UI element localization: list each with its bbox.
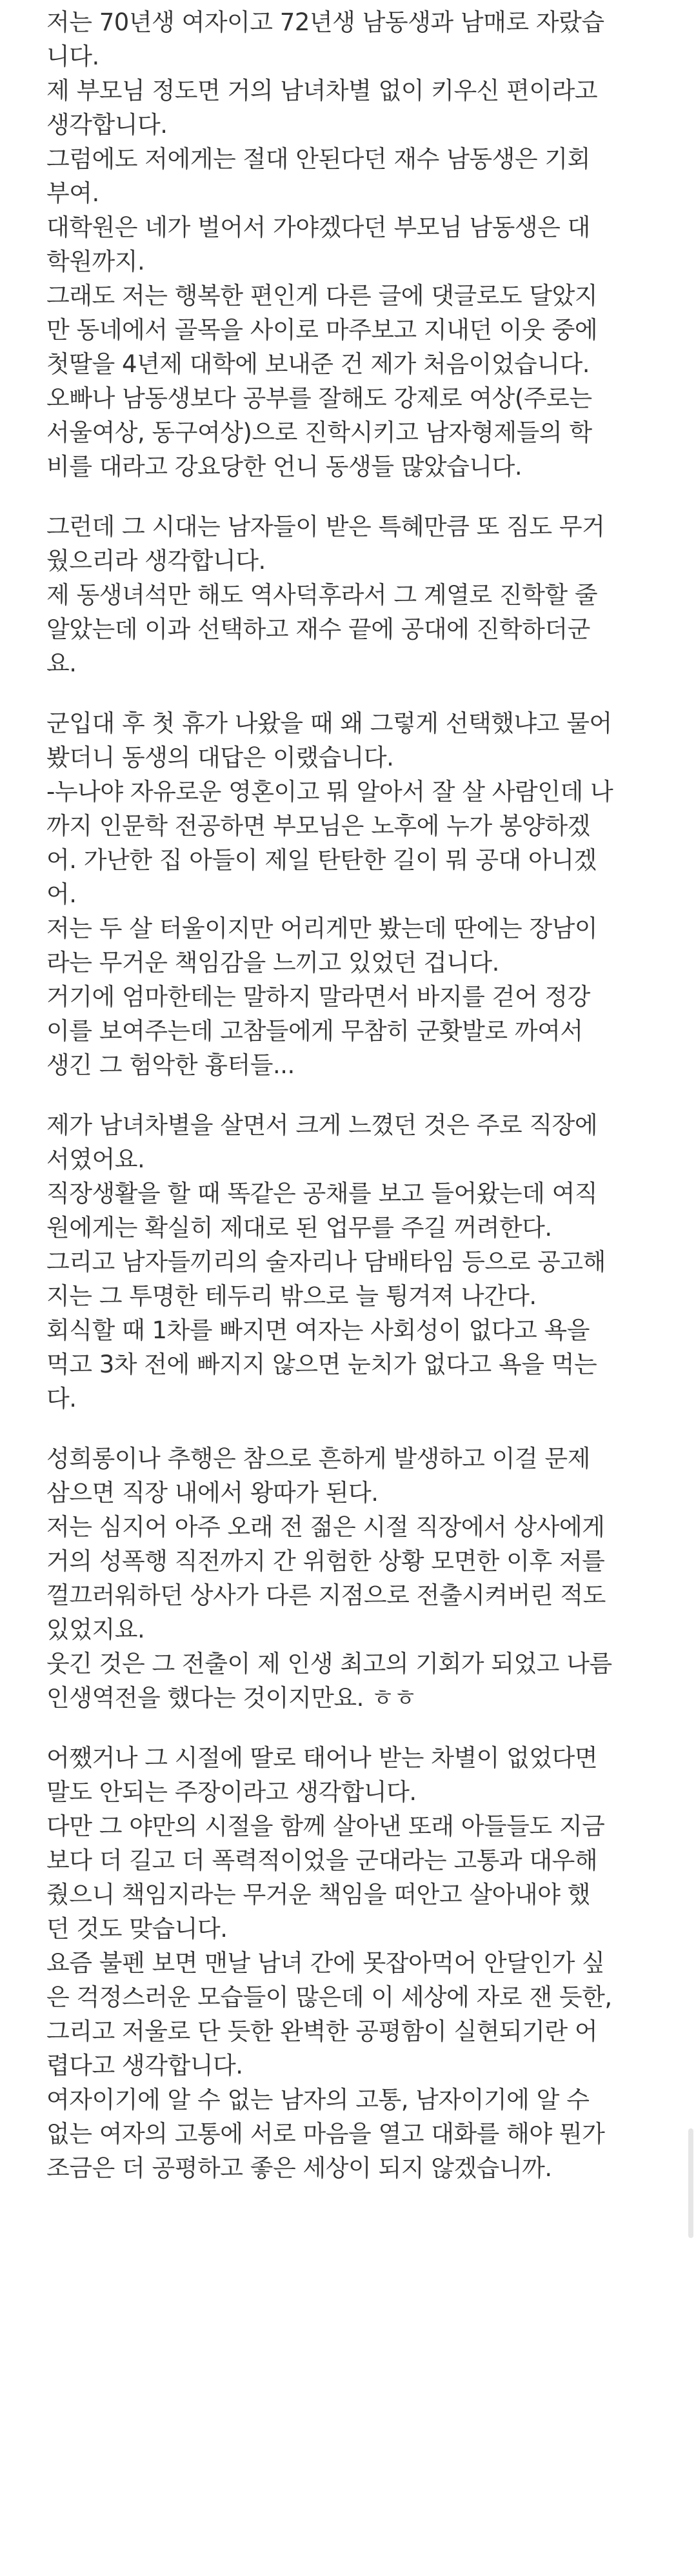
- paragraph-gap: [46, 1416, 666, 1442]
- paragraph: [46, 5, 666, 484]
- text-line: 삼으면 직장 내에서 왕따가 된다.: [46, 1479, 379, 1507]
- text-line: 만 동네에서 골목을 사이로 마주보고 지내던 이웃 중에: [46, 316, 598, 344]
- text-line: 회식할 때 1차를 빠지면 여자는 사회성이 없다고 욕을: [46, 1316, 590, 1344]
- text-line: 조금은 더 공평하고 좋은 세상이 되지 않겠습니까.: [46, 2154, 552, 2182]
- text-line: 거기에 엄마한테는 말하지 말라면서 바지를 걷어 정강: [46, 983, 590, 1011]
- paragraph: [46, 1442, 666, 1715]
- post-body: [46, 5, 666, 2185]
- text-line: 있었지요.: [46, 1616, 145, 1643]
- scrollbar[interactable]: [688, 2128, 693, 2238]
- text-line: 보다 더 길고 더 폭력적이었을 군대라는 고통과 대우해: [46, 1847, 598, 1874]
- text-line: 요즘 불펜 보면 맨날 남녀 간에 못잡아먹어 안달인가 싶: [46, 1949, 605, 1977]
- paragraph: [46, 1741, 666, 2185]
- text-line: 없는 여자의 고통에 서로 마음을 열고 대화를 해야 뭔가: [46, 2120, 605, 2148]
- text-line: 여자이기에 알 수 없는 남자의 고통, 남자이기에 알 수: [46, 2086, 590, 2114]
- text-line: 제 부모님 정도면 거의 남녀차별 없이 키우신 편이라고: [46, 77, 598, 104]
- paragraph-gap: [46, 680, 666, 706]
- paragraph: [46, 706, 666, 1082]
- text-line: 렵다고 생각합니다.: [46, 2052, 243, 2079]
- text-line: 제 동생녀석만 해도 역사덕후라서 그 계열로 진학할 줄: [46, 581, 598, 609]
- text-line: 인생역전을 했다는 것이지만요. ㅎㅎ: [46, 1684, 417, 1712]
- paragraph: [46, 1108, 666, 1416]
- text-line: 이를 보여주는데 고참들에게 무참히 군홧발로 까여서: [46, 1017, 583, 1045]
- text-line: 그리고 저울로 단 듯한 완벽한 공평함이 실현되기란 어: [46, 2017, 598, 2045]
- text-line: 먹고 3차 전에 빠지지 않으면 눈치가 없다고 욕을 먹는: [46, 1351, 597, 1378]
- text-line: 어. 가난한 집 아들이 제일 탄탄한 길이 뭐 공대 아니겠: [46, 846, 597, 874]
- text-line: 그리고 남자들끼리의 술자리나 담배타임 등으로 공고해: [46, 1248, 606, 1276]
- text-line: 저는 70년생 여자이고 72년생 남동생과 남매로 자랐습: [46, 8, 604, 36]
- text-line: 라는 무거운 책임감을 느끼고 있었던 겁니다.: [46, 949, 499, 976]
- text-line: 군입대 후 첫 휴가 나왔을 때 왜 그렇게 선택했냐고 물어: [46, 709, 612, 737]
- text-line: 니다.: [46, 43, 99, 70]
- paragraph-gap: [46, 1715, 666, 1741]
- text-line: 웃긴 것은 그 전출이 제 인생 최고의 기회가 되었고 나름: [46, 1650, 612, 1678]
- text-line: 그런데 그 시대는 남자들이 받은 특혜만큼 또 짐도 무거: [46, 513, 605, 540]
- text-line: 직장생활을 할 때 똑같은 공채를 보고 들어왔는데 여직: [46, 1180, 598, 1207]
- text-line: 웠으리라 생각합니다.: [46, 547, 266, 575]
- text-line: 저는 심지어 아주 오래 전 젊은 시절 직장에서 상사에게: [46, 1513, 605, 1541]
- text-line: 부여.: [46, 179, 99, 207]
- text-line: 성희롱이나 추행은 참으로 흔하게 발생하고 이걸 문제: [46, 1445, 590, 1472]
- text-line: 서울여상, 동구여상)으로 진학시키고 남자형제들의 학: [46, 419, 592, 446]
- text-line: 어.: [46, 880, 77, 908]
- text-line: 학원까지.: [46, 248, 145, 275]
- text-line: 다만 그 야만의 시절을 함께 살아낸 또래 아들들도 지금: [46, 1812, 605, 1840]
- text-line: 생긴 그 험악한 흉터들...: [46, 1051, 295, 1079]
- text-line: 말도 안되는 주장이라고 생각합니다.: [46, 1778, 417, 1806]
- text-line: 요.: [46, 649, 77, 677]
- text-line: 서였어요.: [46, 1145, 145, 1173]
- text-line: 오빠나 남동생보다 공부를 잘해도 강제로 여상(주로는: [46, 384, 592, 412]
- text-line: 지는 그 투명한 테두리 밖으로 늘 튕겨져 나간다.: [46, 1282, 537, 1310]
- text-line: 제가 남녀차별을 살면서 크게 느꼈던 것은 주로 직장에: [46, 1111, 598, 1139]
- text-line: 던 것도 맞습니다.: [46, 1915, 228, 1943]
- text-line: 그래도 저는 행복한 편인게 다른 글에 댓글로도 달았지: [46, 282, 598, 310]
- paragraph-gap: [46, 1082, 666, 1108]
- text-line: 봤더니 동생의 대답은 이랬습니다.: [46, 744, 394, 771]
- text-line: 대학원은 네가 벌어서 가야겠다던 부모님 남동생은 대: [46, 213, 590, 241]
- text-line: 원에게는 확실히 제대로 된 업무를 주길 꺼려한다.: [46, 1214, 552, 1242]
- text-line: 생각합니다.: [46, 111, 168, 139]
- text-line: -누나야 자유로운 영혼이고 뭐 알아서 잘 살 사람인데 나: [46, 778, 613, 806]
- text-line: 저는 두 살 터울이지만 어리게만 봤는데 딴에는 장남이: [46, 915, 598, 942]
- paragraph-gap: [46, 484, 666, 510]
- text-line: 다.: [46, 1385, 77, 1412]
- text-line: 첫딸을 4년제 대학에 보내준 건 제가 처음이었습니다.: [46, 350, 590, 378]
- text-line: 어쨌거나 그 시절에 딸로 태어나 받는 차별이 없었다면: [46, 1744, 598, 1772]
- text-line: 알았는데 이과 선택하고 재수 끝에 공대에 진학하더군: [46, 615, 590, 643]
- text-line: 은 걱정스러운 모습들이 많은데 이 세상에 자로 잰 듯한,: [46, 1983, 612, 2011]
- text-line: 껄끄러워하던 상사가 다른 지점으로 전출시켜버린 적도: [46, 1581, 606, 1609]
- paragraph: [46, 510, 666, 680]
- text-line: 줬으니 책임지라는 무거운 책임을 떠안고 살아내야 했: [46, 1881, 590, 1908]
- text-line: 비를 대라고 강요당한 언니 동생들 많았습니다.: [46, 453, 522, 481]
- text-line: 거의 성폭행 직전까지 간 위험한 상황 모면한 이후 저를: [46, 1547, 605, 1575]
- text-line: 까지 인문학 전공하면 부모님은 노후에 누가 봉양하겠: [46, 812, 590, 840]
- text-line: 그럼에도 저에게는 절대 안된다던 재수 남동생은 기회: [46, 145, 590, 173]
